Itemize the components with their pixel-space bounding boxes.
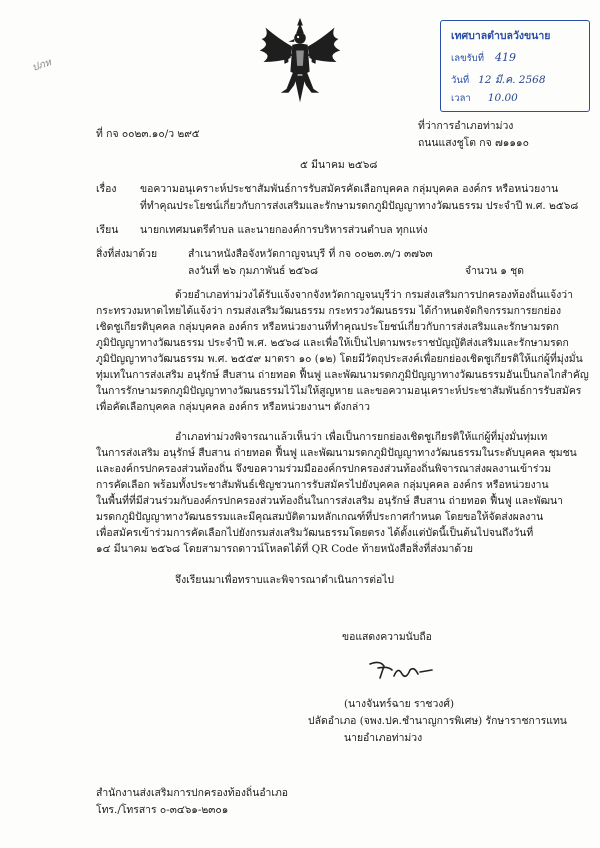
stamp-date-label: วันที่: [451, 75, 470, 86]
signatory-position2: นายอำเภอท่าม่วง: [344, 732, 423, 744]
stamp-time: 10.00: [487, 92, 518, 104]
paragraph2-line: ในพื้นที่ที่มีส่วนร่วมกับองค์กรปกครองส่วนท้องถิ่นในการส่งเสริม อนุรักษ์ สืบสาน ถ่ายทอด ฟื้นฟู และพัฒนา: [96, 495, 563, 507]
stamp-recv-no-label: เลขรับที่: [451, 53, 484, 64]
paragraph1-line: ภูมิปัญญาทางวัฒนธรรม พ.ศ. ๒๕๕๙ มาตรา ๑๐ (๑๒) โดยมีวัตถุประสงค์เพื่อยกย่องเชิดชูเกียรติให้แก่ผู้ที่มุ่งมั่น: [96, 353, 583, 365]
stamp-time-label: เวลา: [451, 93, 471, 104]
paragraph1-line: เชิดชูเกียรติบุคคล กลุ่มบุคคล องค์กร หรือหน่วยงานที่ทำคุณประโยชน์เกี่ยวกับการส่งเสริมและรักษามรดก: [96, 321, 559, 333]
recipient-text: นายกเทศมนตรีตำบล และนายกองค์การบริหารส่วนตำบล ทุกแห่ง: [140, 224, 428, 236]
paragraph2-line: มรดกภูมิปัญญาทางวัฒนธรรมและมีคุณสมบัติตามหลักเกณฑ์ที่ประกาศกำหนด โดยขอให้จัดส่งผลงาน: [96, 511, 544, 523]
subject-label: เรื่อง: [96, 183, 117, 195]
paragraph1-line: ภูมิปัญญาทางวัฒนธรรม ประจำปี พ.ศ. ๒๕๖๘ และเพื่อให้เป็นไปตามพระราชบัญญัติส่งเสริมและรักษามรดก: [96, 337, 569, 349]
closing-text: จึงเรียนมาเพื่อทราบและพิจารณาดำเนินการต่อไป: [175, 574, 394, 586]
paragraph1-line: ในการรักษามรดกภูมิปัญญาทางวัฒนธรรมไว้ไม่ให้สูญหาย และขอความอนุเคราะห์ประชาสัมพันธ์การรับสมัคร: [96, 385, 582, 397]
recipient-label: เรียน: [96, 224, 119, 236]
paragraph2-line: และองค์กรปกครองส่วนท้องถิ่น จึงขอความร่วมมือองค์กรปกครองส่วนท้องถิ่นพิจารณาส่งผลงานเข้าร่วม: [96, 463, 552, 475]
paragraph2-line: อำเภอท่าม่วงพิจารณาแล้วเห็นว่า เพื่อเป็นการยกย่องเชิดชูเกียรติให้แก่ผู้ที่มุ่งมั่นทุ่มเท: [175, 431, 548, 443]
signatory-name: (นางจันทร์ฉาย ราชวงศ์): [344, 698, 455, 710]
paragraph2-line: การคัดเลือก พร้อมทั้งประชาสัมพันธ์เชิญชวนการรับสมัครไปยังบุคคล กลุ่มบุคคล องค์กร หรือหน่วยงาน: [96, 479, 549, 491]
stamp-recv-no-row: [451, 51, 516, 66]
garuda-emblem-icon: [252, 14, 348, 110]
paragraph1-line: เพื่อคัดเลือกบุคคล กลุ่มบุคคล องค์กร หรือหน่วยงานฯ ดังกล่าว: [96, 401, 370, 413]
paragraph2-line: เพื่อสมัครเข้าร่วมการคัดเลือกไปยังกรมส่งเสริมวัฒนธรรมโดยตรง ได้ตั้งแต่บัดนี้เป็นต้นไปจนถึงวันที่: [96, 527, 534, 539]
attachment-label: สิ่งที่ส่งมาด้วย: [96, 248, 158, 260]
regards-text: ขอแสดงความนับถือ: [342, 631, 432, 643]
attachment-line1: สำเนาหนังสือจังหวัดกาญจนบุรี ที่ กจ ๐๐๒๓.๓/ว ๓๗๖๓: [188, 248, 433, 260]
stamp-recv-no: 419: [495, 51, 516, 64]
footer-phone: โทร./โทรสาร ๐-๓๔๖๑-๒๓๐๑: [96, 804, 229, 816]
footer-office: สำนักงานส่งเสริมการปกครองท้องถิ่นอำเภอ: [96, 787, 289, 799]
attachment-count: จำนวน ๑ ชุด: [465, 265, 524, 277]
office-address-line1: ที่ว่าการอำเภอท่าม่วง: [418, 120, 514, 132]
handwritten-signature-icon: [366, 658, 436, 682]
received-stamp: [440, 20, 590, 112]
stamp-date-row: [451, 71, 546, 88]
stamp-date: 12 มี.ค. 2568: [478, 74, 546, 86]
stamp-office: เทศบาลตำบลวังขนาย: [451, 30, 551, 42]
paragraph1-line: ด้วยอำเภอท่าม่วงได้รับแจ้งจากจังหวัดกาญจนบุรีว่า กรมส่งเสริมการปกครองท้องถิ่นแจ้งว่า: [175, 289, 573, 301]
document-date: ๕ มีนาคม ๒๕๖๘: [300, 159, 378, 171]
paragraph2-line: ในการส่งเสริม อนุรักษ์ สืบสาน ถ่ายทอด ฟื้นฟู และพัฒนามรดกภูมิปัญญาทางวัฒนธรรมในระดับบุคคล ชุมชน: [96, 447, 577, 459]
attachment-line2: ลงวันที่ ๒๖ กุมภาพันธ์ ๒๕๖๘: [188, 265, 319, 277]
subject-line1: ขอความอนุเคราะห์ประชาสัมพันธ์การรับสมัครคัดเลือกบุคคล กลุ่มบุคคล องค์กร หรือหน่วยงาน: [140, 183, 559, 195]
subject-line2: ที่ทำคุณประโยชน์เกี่ยวกับการส่งเสริมและรักษามรดกภูมิปัญญาทางวัฒนธรรม ประจำปี พ.ศ. ๒๕๖๘: [140, 200, 579, 212]
signatory-position1: ปลัดอำเภอ (จพง.ปค.ชำนาญการพิเศษ) รักษาราชการแทน: [308, 715, 567, 727]
margin-handwritten-note: ปภห: [30, 57, 53, 74]
paragraph1-line: กระทรวงมหาดไทยได้แจ้งว่า กรมส่งเสริมวัฒนธรรม กระทรวงวัฒนธรรม ได้กำหนดจัดกิจกรรมการยกย่อง: [96, 305, 562, 317]
stamp-time-row: [451, 91, 518, 106]
reference-number: ที่ กจ ๐๐๒๓.๑๐/ว ๒๙๕: [96, 128, 200, 140]
paragraph1-line: ทุ่มเทในการส่งเสริม อนุรักษ์ สืบสาน ถ่ายทอด ฟื้นฟู และพัฒนามรดกภูมิปัญญาทางวัฒนธรรมอันเป็นกลไกสำคัญ: [96, 369, 589, 381]
office-address-line2: ถนนแสงชูโต กจ ๗๑๑๑๐: [418, 137, 529, 149]
paragraph2-line: ๑๔ มีนาคม ๒๕๖๘ โดยสามารถดาวน์โหลดได้ที่ QR Code ท้ายหนังสือสิ่งที่ส่งมาด้วย: [96, 543, 473, 555]
